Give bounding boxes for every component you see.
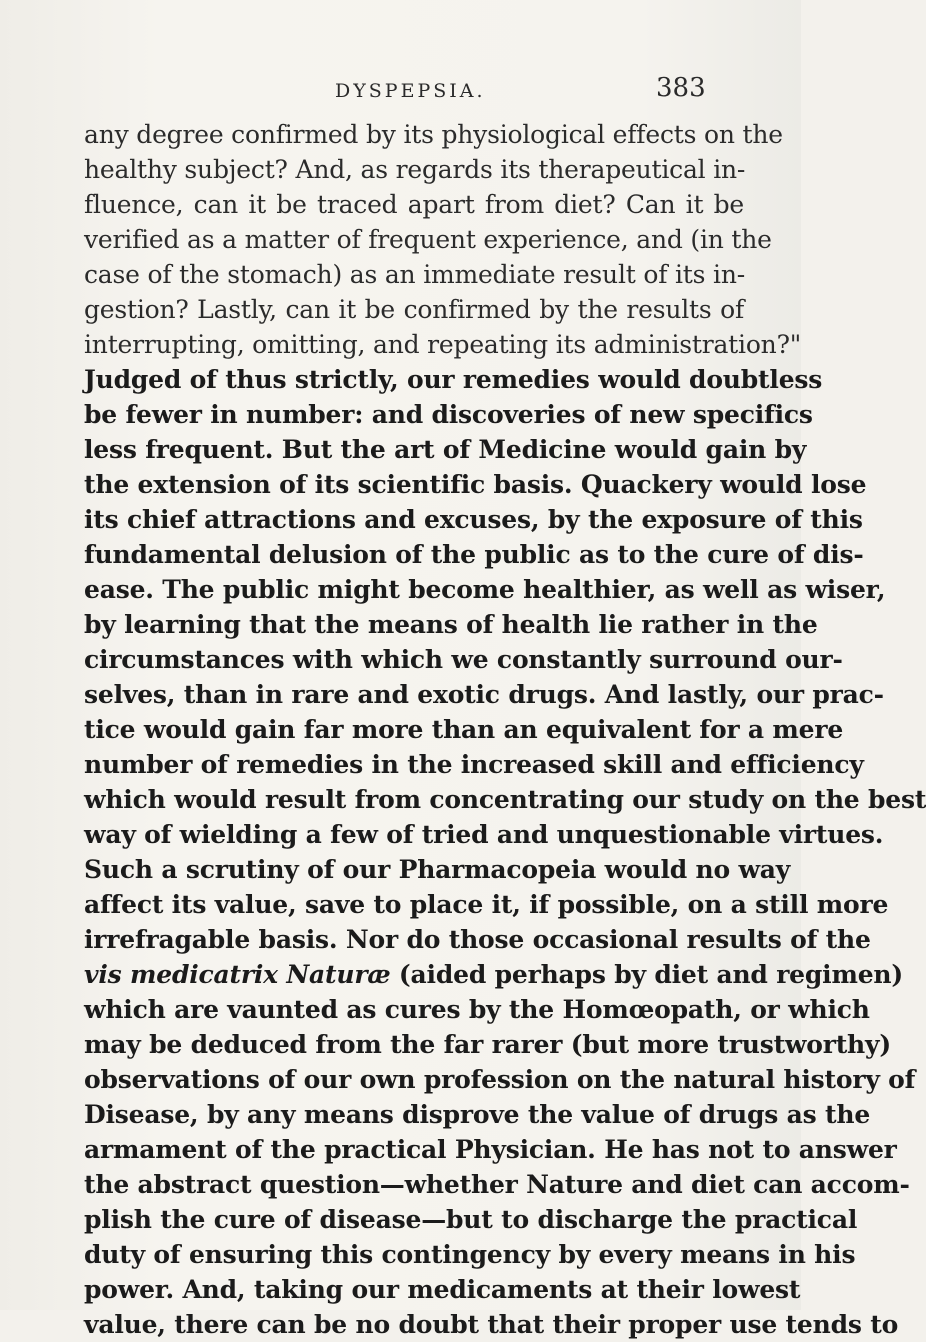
text-line: ease. The public might become healthier, as well as wiser, <box>84 575 886 604</box>
text-line: may be deduced from the far rarer (but more trustworthy) <box>84 1030 891 1059</box>
text-line: its chief attractions and excuses, by the exposure of this <box>84 505 863 534</box>
text-line: interrupting, omitting, and repeating its administration?" <box>84 330 802 359</box>
text-line: fluence, can it be traced apart from diet? Can it be <box>84 190 744 219</box>
running-head <box>0 64 801 104</box>
text-line: by learning that the means of health lie rather in the <box>84 610 818 639</box>
text-line: which are vaunted as cures by the Homœopath, or which <box>84 995 870 1024</box>
text-line-italic <box>84 957 904 992</box>
text-line: Disease, by any means disprove the value of drugs as the <box>84 1100 871 1129</box>
text-line: affect its value, save to place it, if possible, on a still more <box>84 890 889 919</box>
text-line: irrefragable basis. Nor do those occasional results of the <box>84 925 871 954</box>
text-line: power. And, taking our medicaments at their lowest <box>84 1275 801 1304</box>
text-line: number of remedies in the increased skill and efficiency <box>84 750 864 779</box>
text-line: case of the stomach) as an immediate result of its in- <box>84 260 745 289</box>
text-line: way of wielding a few of tried and unquestionable virtues. <box>84 820 884 849</box>
running-title: DYSPEPSIA. <box>335 80 486 102</box>
text-line: plish the cure of disease—but to discharge the practical <box>84 1205 858 1234</box>
text-line: Such a scrutiny of our Pharmacopeia would no way <box>84 855 791 884</box>
text-line: which would result from concentrating our study on the best <box>84 785 926 814</box>
text-line: observations of our own profession on the natural history of <box>84 1065 916 1094</box>
text-line: the abstract question—whether Nature and diet can accom- <box>84 1170 910 1199</box>
text-line: healthy subject? And, as regards its therapeutical in- <box>84 155 746 184</box>
body-text <box>84 117 926 1342</box>
text-line: verified as a matter of frequent experience, and (in the <box>84 225 772 254</box>
text-line: value, there can be no doubt that their proper use tends to <box>84 1310 899 1339</box>
text-span: (aided perhaps by diet and regimen) <box>390 960 904 989</box>
text-line: less frequent. But the art of Medicine would gain by <box>84 435 807 464</box>
text-line: fundamental delusion of the public as to the cure of dis- <box>84 540 864 569</box>
text-line: selves, than in rare and exotic drugs. And lastly, our prac- <box>84 680 884 709</box>
text-line: tice would gain far more than an equivalent for a mere <box>84 715 844 744</box>
text-line: the extension of its scientific basis. Quackery would lose <box>84 470 867 499</box>
page-number: 383 <box>656 73 706 103</box>
text-line: Judged of thus strictly, our remedies would doubtless <box>84 365 823 394</box>
text-line: circumstances with which we constantly surround our- <box>84 645 843 674</box>
text-line: any degree confirmed by its physiological effects on the <box>84 120 783 149</box>
text-line: armament of the practical Physician. He has not to answer <box>84 1135 897 1164</box>
text-line: be fewer in number: and discoveries of new specifics <box>84 400 813 429</box>
text-line: gestion? Lastly, can it be confirmed by the results of <box>84 295 744 324</box>
latin-phrase: vis medicatrix Naturæ <box>84 960 391 989</box>
text-line: duty of ensuring this contingency by every means in his <box>84 1240 856 1269</box>
